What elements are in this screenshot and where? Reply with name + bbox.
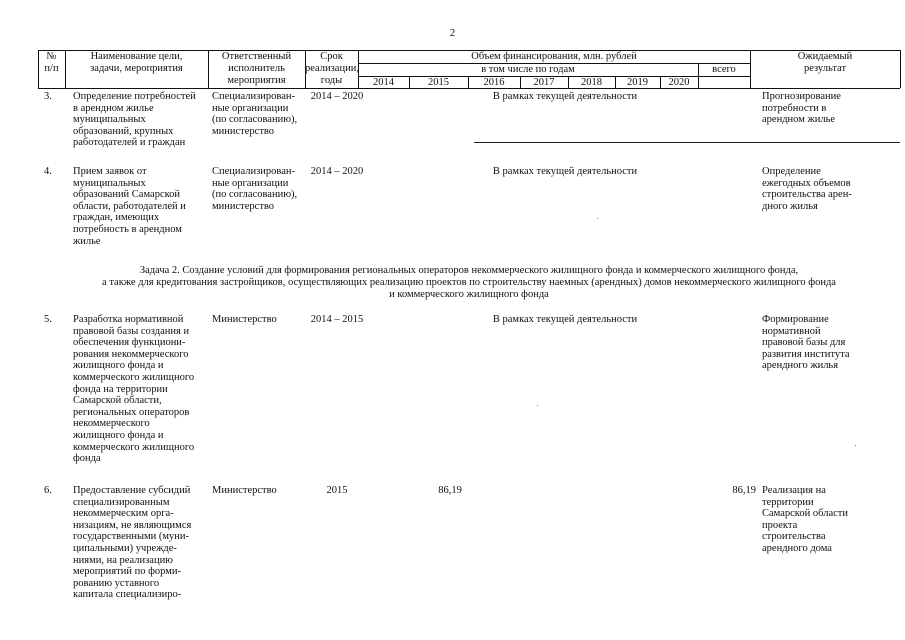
row-3-executor: Специализирован- ные организации (по согласованию), министерство: [212, 91, 298, 137]
row-4-num: 4.: [44, 166, 52, 177]
header-funding: Объем финансирования, млн. рублей: [471, 51, 637, 62]
row-5-executor: Министерство: [212, 314, 277, 325]
scan-speck: [855, 445, 856, 446]
row-3-separator: [474, 142, 900, 143]
row-6-num: 6.: [44, 485, 52, 496]
hdr-v6: [900, 50, 901, 88]
row-6-result: Реализация на территории Самарской области проекта строительства арендного дома: [762, 485, 848, 554]
row-4-executor: Специализирован- ные организации (по согласованию), министерство: [212, 166, 298, 212]
row-3-period: 2014 – 2020: [310, 91, 364, 102]
header-result: Ожидаемый результат: [797, 51, 853, 74]
table-header: [38, 50, 900, 89]
header-executor: Ответственный исполнитель мероприятия: [221, 51, 292, 86]
scan-speck: [537, 405, 538, 406]
row-4-period: 2014 – 2020: [310, 166, 364, 177]
header-year-2020: 2020: [668, 77, 690, 88]
header-name: Наименование цели, задачи, мероприятия: [90, 51, 183, 74]
row-5-funding-note: В рамках текущей деятельности: [492, 314, 638, 325]
row-5-result: Формирование нормативной правовой базы для развития института арендного жилья: [762, 314, 850, 372]
header-num: № п/п: [44, 51, 59, 74]
header-year-2018: 2018: [581, 77, 602, 88]
header-period: Срок реализации, годы: [305, 51, 359, 86]
row-4-result: Определение ежегодных объемов строительства арен- дного жилья: [762, 166, 852, 212]
header-year-2017: 2017: [533, 77, 555, 88]
row-4-name: Прием заявок от муниципальных образований Самарской области, работодателей и граждан, имеющих потребность в арендном жилье: [73, 166, 186, 247]
row-6-name: Предоставление субсидий специализированным некоммерческим орга- низациям, не являющимся государственными (муни- ципальными) учрежде- ниями, на реализацию мероприятий по форми- рованию уставного капитала специализиро-: [73, 485, 192, 601]
header-by-years: в том числе по годам: [481, 64, 575, 75]
row-3-result: Прогнозирование потребности в арендном жилье: [762, 91, 841, 126]
row-5-num: 5.: [44, 314, 52, 325]
row-3-num: 3.: [44, 91, 52, 102]
header-year-2019: 2019: [627, 77, 648, 88]
row-6-total-value: 86,19: [732, 485, 756, 496]
header-year-2016: 2016: [483, 77, 505, 88]
header-year-2015: 2015: [428, 77, 449, 88]
row-3-name: Определение потребностей в арендном жилье муниципальных образований, крупных работодателей и граждан: [73, 91, 196, 149]
row-5-name: Разработка нормативной правовой базы создания и обеспечения функциони- рования некоммерческого жилищного фонда и коммерческого жилищного фонда на территории Самарской области, региональных операторов некоммерческого жилищного фонда и коммерческого жилищного фонда: [73, 314, 195, 465]
row-6-year-2015-value: 86,19: [438, 485, 462, 496]
header-year-2014: 2014: [373, 77, 394, 88]
row-3-funding-note: В рамках текущей деятельности: [492, 91, 638, 102]
task-2-heading: Задача 2. Создание условий для формирования региональных операторов некоммерческого жилищного фонда и коммерческого жилищного фонда, а также для кредитования застройщиков, осуществляющих реализацию проектов по строительству наемных (арендных) домов некоммерческого жилищного фонда и коммерческого жилищного фонда: [102, 265, 836, 301]
scan-speck: [597, 218, 598, 219]
row-6-period: 2015: [326, 485, 348, 496]
row-4-funding-note: В рамках текущей деятельности: [492, 166, 638, 177]
page-number: 2: [449, 27, 456, 39]
header-total: всего: [712, 64, 736, 75]
row-5-period: 2014 – 2015: [310, 314, 364, 325]
row-6-executor: Министерство: [212, 485, 277, 496]
